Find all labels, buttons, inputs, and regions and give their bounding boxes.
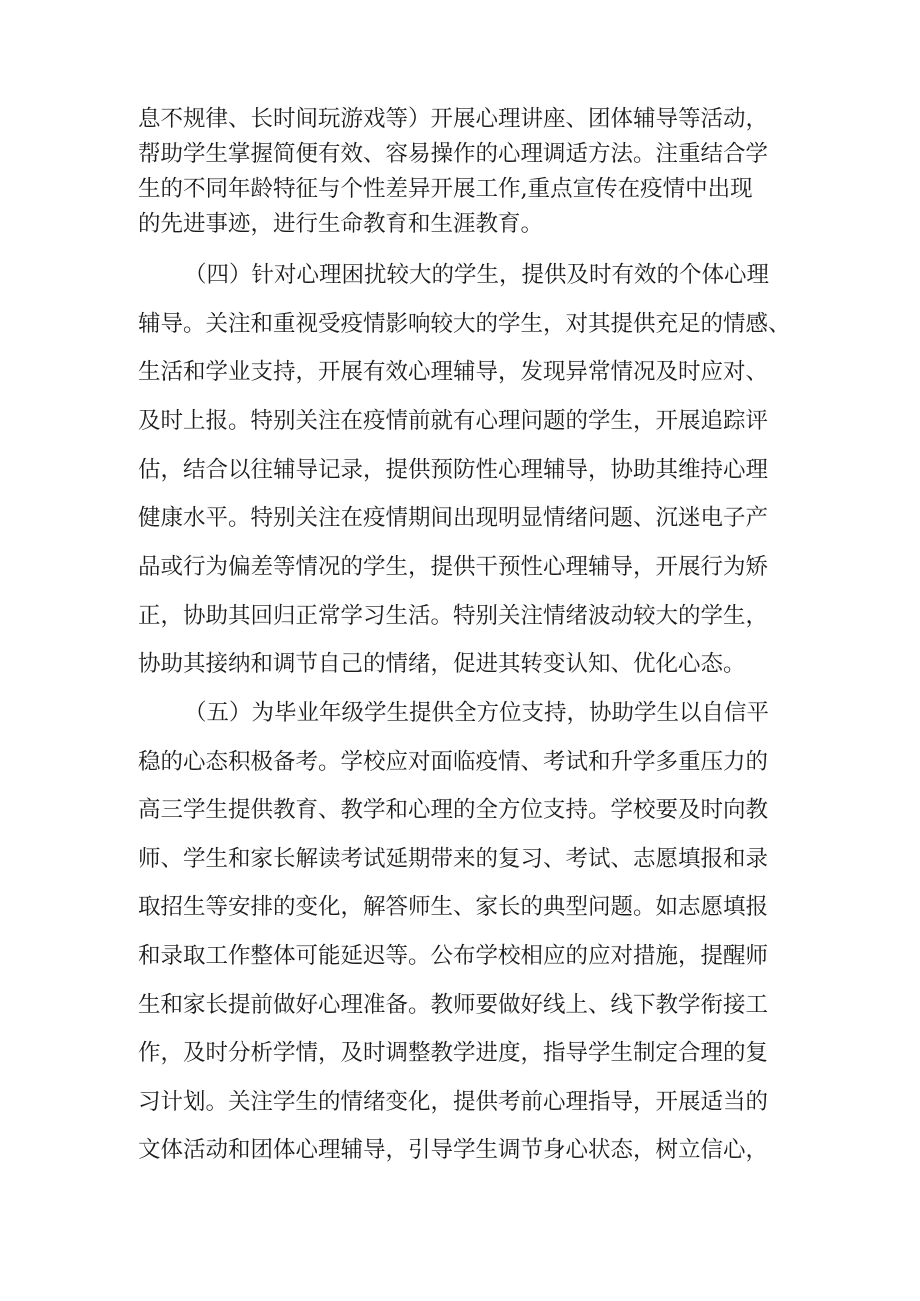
text-line: 品或行为偏差等情况的学生，提供干预性心理辅导，开展行为矫 <box>138 554 769 580</box>
text-line: 健康水平。特别关注在疫情期间出现明显情绪问题、沉迷电子产 <box>138 505 769 531</box>
text-line: 的先进事迹，进行生命教育和生涯教育。 <box>138 211 544 237</box>
text-line: 文体活动和团体心理辅导，引导学生调节身心状态，树立信心， <box>138 1137 769 1163</box>
text-line: 和录取工作整体可能延迟等。公布学校相应的应对措施，提醒师 <box>138 943 769 969</box>
text-line: 习计划。关注学生的情绪变化，提供考前心理指导，开展适当的 <box>138 1089 769 1115</box>
text-line: （五）为毕业年级学生提供全方位支持，协助学生以自信平 <box>184 700 770 726</box>
text-line: 协助其接纳和调节自己的情绪，促进其转变认知、优化心态。 <box>138 651 746 677</box>
text-line: 师、学生和家长解读考试延期带来的复习、考试、志愿填报和录 <box>138 846 769 872</box>
text-line: 估，结合以往辅导记录，提供预防性心理辅导，协助其维持心理 <box>138 457 769 483</box>
text-line: 正，协助其回归正常学习生活。特别关注情绪波动较大的学生， <box>138 603 769 629</box>
text-line: 及时上报。特别关注在疫情前就有心理问题的学生，开展追踪评 <box>138 408 769 434</box>
text-line: （四）针对心理困扰较大的学生，提供及时有效的个体心理 <box>184 262 770 288</box>
text-line: 生的不同年龄特征与个性差异开展工作,重点宣传在疫情中出现 <box>138 176 753 202</box>
text-line: 辅导。关注和重视受疫情影响较大的学生，对其提供充足的情感、 <box>138 311 791 337</box>
text-line: 高三学生提供教育、教学和心理的全方位支持。学校要及时向教 <box>138 797 769 823</box>
text-line: 息不规律、长时间玩游戏等）开展心理讲座、团体辅导等活动， <box>138 106 769 132</box>
text-line: 稳的心态积极备考。学校应对面临疫情、考试和升学多重压力的 <box>138 749 769 775</box>
text-line: 生活和学业支持，开展有效心理辅导，发现异常情况及时应对、 <box>138 359 769 385</box>
text-line: 取招生等安排的变化，解答师生、家长的典型问题。如志愿填报 <box>138 894 769 920</box>
text-line: 作，及时分析学情，及时调整教学进度，指导学生制定合理的复 <box>138 1040 769 1066</box>
text-line: 生和家长提前做好心理准备。教师要做好线上、线下教学衔接工 <box>138 992 769 1018</box>
text-line: 帮助学生掌握简便有效、容易操作的心理调适方法。注重结合学 <box>138 141 769 167</box>
